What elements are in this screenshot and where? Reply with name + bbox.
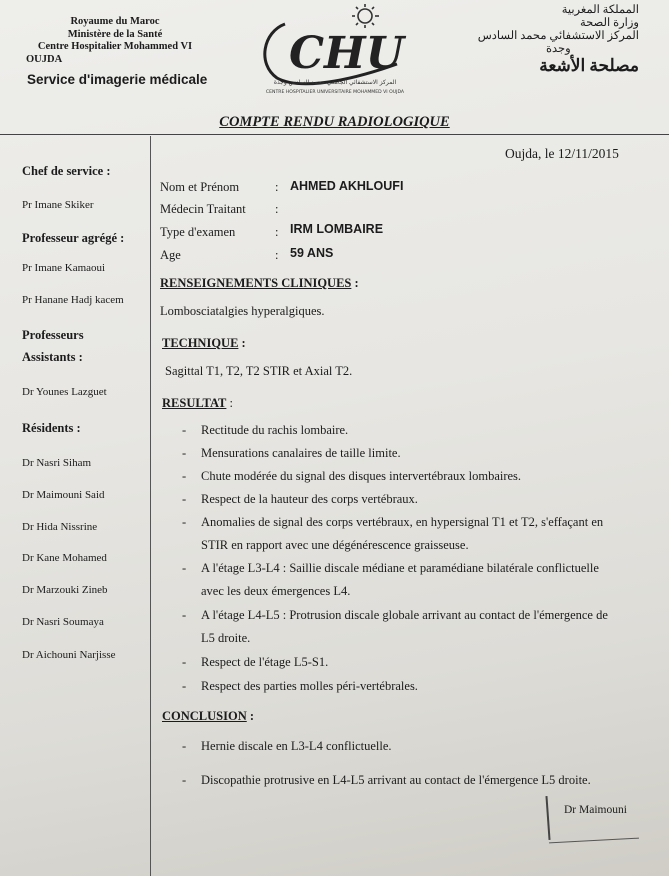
bullet-dash: - [182,561,187,575]
arabic-header [478,4,639,76]
staff-name: Dr Nasri Soumaya [22,616,104,628]
patient-age: 59 ANS [290,246,334,260]
field-label: Type d'examen [160,225,236,239]
result-line: Respect de la hauteur des corps vertébraux. [201,492,418,506]
staff-name: Dr Hida Nissrine [22,521,98,533]
bullet-dash: - [182,515,187,529]
bullet-dash: - [182,608,187,622]
section-colon: : [226,396,233,410]
logo-arabic: المركز الاستشفائي الجامعي محمد السادس وجدة [273,79,397,86]
header-line: Royaume du Maroc [70,16,160,27]
section-title: CONCLUSION [162,709,247,723]
ministry-header [20,16,210,66]
section-result [162,394,233,412]
clinical-text: Lombosciatalgies hyperalgiques. [160,304,325,318]
field-colon: : [275,248,279,262]
report-date: Oujda, le 12/11/2015 [505,146,619,161]
staff-name: Pr Imane Skiker [22,199,94,211]
arabic-line: المركز الاستشفائي محمد السادس [477,30,639,42]
section-colon: : [246,709,255,723]
staff-name: Dr Kane Mohamed [22,552,107,564]
service-name: Service d'imagerie médicale [27,72,208,87]
logo-monogram: CHU [289,28,404,79]
column-divider [150,136,151,876]
technique-text: Sagittal T1, T2, T2 STIR et Axial T2. [165,364,353,378]
section-title: RESULTAT [162,396,227,410]
field-colon: : [275,180,279,194]
field-label: Age [160,248,181,262]
bullet-dash: - [182,739,187,753]
field-label: Médecin Traitant [160,202,246,216]
result-line: Chute modérée du signal des disques intervertébraux lombaires. [201,469,522,483]
section-technique [162,334,246,352]
staff-heading: Professeur agrégé : [22,231,125,245]
patient-name: AHMED AKHLOUFI [290,179,404,193]
result-line: avec les deux émergences L4. [201,584,351,598]
signature-name: Dr Maimouni [564,804,627,816]
field-colon: : [275,225,279,239]
result-line: STIR en rapport avec une dégénérescence graisseuse. [201,538,469,552]
section-colon: : [351,276,359,290]
result-line: Respect de l'étage L5-S1. [201,655,329,669]
signature-stroke [549,838,639,844]
report-title: COMPTE RENDU RADIOLOGIQUE [219,114,450,130]
field-colon: : [275,202,279,216]
arabic-line: وزارة الصحة [579,17,639,29]
result-line: L5 droite. [201,631,251,645]
staff-heading: Professeurs [22,328,84,342]
section-title: TECHNIQUE [162,336,239,350]
logo-caption: CENTRE HOSPITALIER UNIVERSITAIRE MOHAMMED VI OUJDA [265,90,405,95]
arabic-line: وجدة [546,43,571,55]
exam-type: IRM LOMBAIRE [290,222,384,236]
arabic-service: مصلحة الأشعة [539,56,639,75]
sun-icon [352,4,379,28]
staff-name: Dr Maimouni Said [22,489,105,501]
conclusion-line: Hernie discale en L3-L4 conflictuelle. [201,739,392,753]
bullet-dash: - [182,679,187,693]
staff-heading: Assistants : [22,350,83,364]
staff-name: Dr Aichouni Narjisse [22,649,116,661]
header-line: Ministère de la Santé [67,28,163,40]
bullet-dash: - [182,469,187,483]
section-clinical [160,274,359,292]
staff-name: Dr Nasri Siham [22,457,92,469]
chu-logo [255,2,415,100]
result-line: Rectitude du rachis lombaire. [201,423,349,437]
bullet-dash: - [182,423,187,437]
result-line: Respect des parties molles péri-vertébrales. [201,679,418,693]
signature-stroke [545,796,550,840]
section-conclusion [162,707,254,725]
header-line: Centre Hospitalier Mohammed VI [37,41,193,52]
result-line: A l'étage L3-L4 : Saillie discale médiane et paramédiane bilatérale conflictuelle [201,561,599,575]
bullet-dash: - [182,492,187,506]
result-line: A l'étage L4-L5 : Protrusion discale globale arrivant au contact de l'émergence de [201,608,608,622]
bullet-dash: - [182,655,187,669]
staff-name: Dr Younes Lazguet [22,386,107,398]
staff-name: Dr Marzouki Zineb [22,584,108,596]
section-title: RENSEIGNEMENTS CLINIQUES [160,276,352,290]
result-line: Anomalies de signal des corps vertébraux, en hypersignal T1 et T2, s'effaçant en [201,515,604,529]
header-line: OUJDA [26,53,63,65]
conclusion-line: Discopathie protrusive en L4-L5 arrivant au contact de l'émergence L5 droite. [201,773,591,787]
arabic-line: المملكة المغربية [561,4,639,16]
header-divider [0,134,669,135]
staff-heading: Chef de service : [22,164,111,178]
staff-name: Pr Imane Kamaoui [22,262,106,274]
bullet-dash: - [182,773,187,787]
staff-name: Pr Hanane Hadj kacem [22,294,124,306]
bullet-dash: - [182,446,187,460]
result-line: Mensurations canalaires de taille limite. [201,446,401,460]
field-label: Nom et Prénom [160,180,240,194]
staff-heading: Résidents : [22,421,81,435]
section-colon: : [238,336,246,350]
